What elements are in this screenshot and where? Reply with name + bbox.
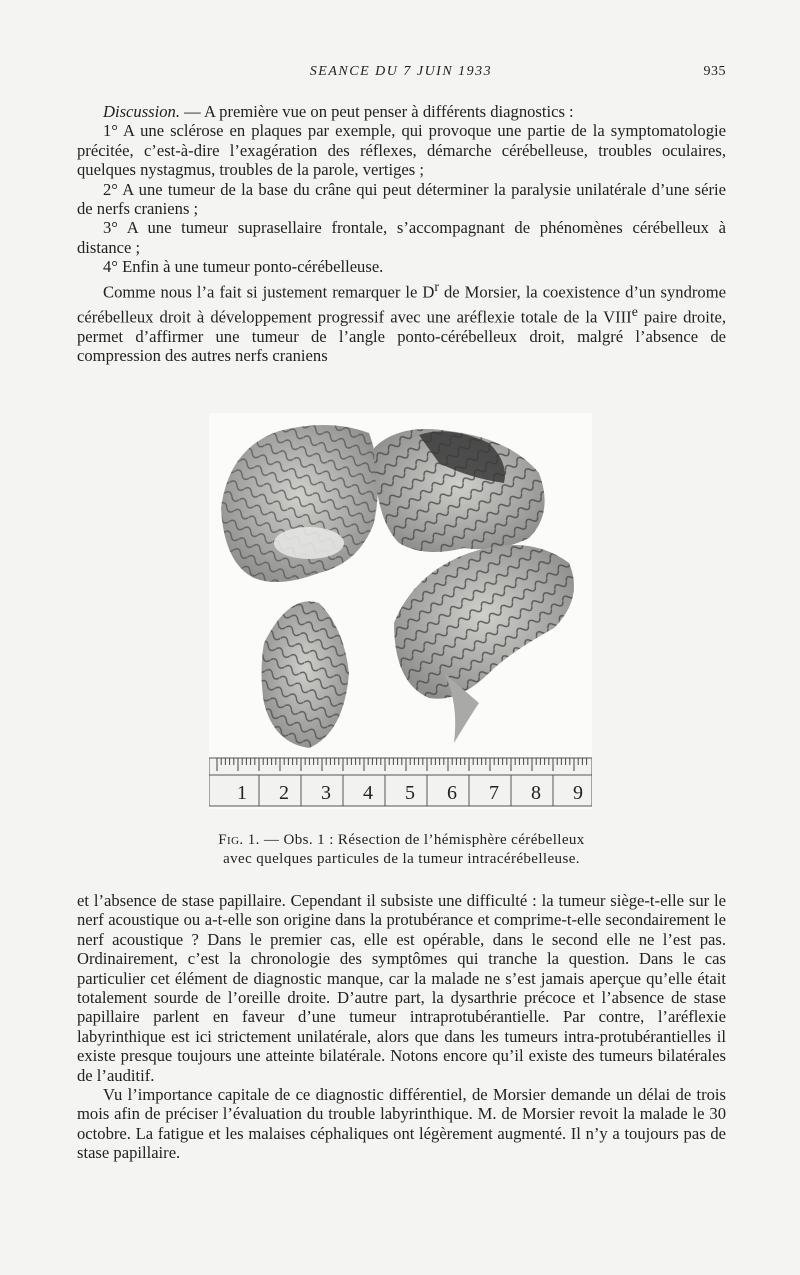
superscript: r (434, 278, 439, 294)
ruler-number: 9 (573, 782, 583, 804)
ruler-number: 2 (279, 782, 289, 804)
measurement-ruler (209, 758, 592, 806)
paragraph-continuation: et l’absence de stase papillaire. Cependant il subsiste une difficulté : la tumeur siège-t-elle sur le nerf acoustique ou a-t-elle son origine dans la protubérance et comprime-t-elle secondairement le nerf acoustique ? Dans le premier cas, elle est opérable, dans le second elle ne l’est pas. Ordinairement, c’est la chronologie des symptômes qui tranche la question. Dans le cas particulier cet élément de diagnostic manque, car la malade ne s’est jamais aperçue qu’elle était totalement sourde de l’oreille droite. D’autre part, la dysarthrie précoce et l’absence de stase papillaire parlent en faveur d’une tumeur intraprotubérantielle. Par contre, l’aréflexie labyrinthique est ici strictement unilatérale, alors que dans les tumeurs intra-protubérantielles il existe presque toujours une atteinte bilatérale. Notons encore qu’il existe des tumeurs bilatérales de l’auditif. (77, 891, 726, 1085)
superscript: e (631, 303, 638, 319)
text-span: Comme nous l’a fait si justement remarquer le D (103, 282, 435, 302)
page-number: 935 (703, 64, 726, 79)
ruler-number: 7 (489, 782, 499, 804)
figure-label: Fig. 1. (218, 832, 260, 848)
ruler-number: 6 (447, 782, 457, 804)
running-title: SEANCE DU 7 JUIN 1933 (309, 64, 493, 79)
ruler-number: 1 (237, 782, 247, 804)
caption-line-1 (77, 831, 726, 850)
specimen-photograph (209, 413, 592, 809)
figure-caption (77, 831, 726, 869)
caption-line-2: avec quelques particules de la tumeur intracérébelleuse. (223, 851, 580, 867)
specimen-drawing (209, 413, 592, 809)
discussion-rest: — A première vue on peut penser à différents diagnostics : (179, 102, 574, 121)
text-span: de Morsier, la coexistence d’un syndrome cérébelleux droit à développement progressif avec une aréflexie totale de la VIII (77, 282, 726, 327)
ruler-number: 3 (321, 782, 331, 804)
paragraph-item-2: 2° A une tumeur de la base du crâne qui peut déterminer la paralysie unilatérale d’une série de nerfs craniens ; (77, 179, 726, 219)
caption-text-1: — Obs. 1 : Résection de l’hémisphère cérébelleux (259, 832, 585, 848)
ruler-number: 8 (531, 782, 541, 804)
body-text-top (77, 102, 726, 365)
paragraph-item-3: 3° A une tumeur suprasellaire frontale, s’accompagnant de phénomènes cérébelleux à distance ; (77, 218, 726, 257)
body-text-bottom (77, 891, 726, 1163)
paragraph-item-4: 4° Enfin à une tumeur ponto-cérébelleuse. (103, 257, 384, 277)
paragraph-importance: Vu l’importance capitale de ce diagnostic différentiel, de Morsier demande un délai de trois mois afin de préciser l’évaluation du trouble labyrinthique. M. de Morsier revoit la malade le 30 octobre. La fatigue et les malaises céphaliques ont légèrement augmenté. Il n’y a toujours pas de stase papillaire. (77, 1085, 726, 1163)
paragraph-morsier (77, 277, 726, 366)
paragraph-discussion (77, 102, 726, 121)
text-span: paire droite, permet d’affirmer une tumeur de l’angle ponto-cérébelleux droit, malgré l’absence de compression des autres nerfs craniens (77, 307, 726, 365)
ruler-number: 5 (405, 782, 415, 804)
paragraph-item-1: 1° A une sclérose en plaques par exemple, qui provoque une partie de la symptomatologie précitée, c’est-à-dire l’exagération des réflexes, démarche cérébelleuse, troubles oculaires, quelques nystagmus, troubles de la parole, vertiges ; (77, 121, 726, 180)
ruler-number: 4 (363, 782, 373, 804)
discussion-lead: Discussion. (103, 102, 180, 121)
running-header (76, 64, 726, 86)
